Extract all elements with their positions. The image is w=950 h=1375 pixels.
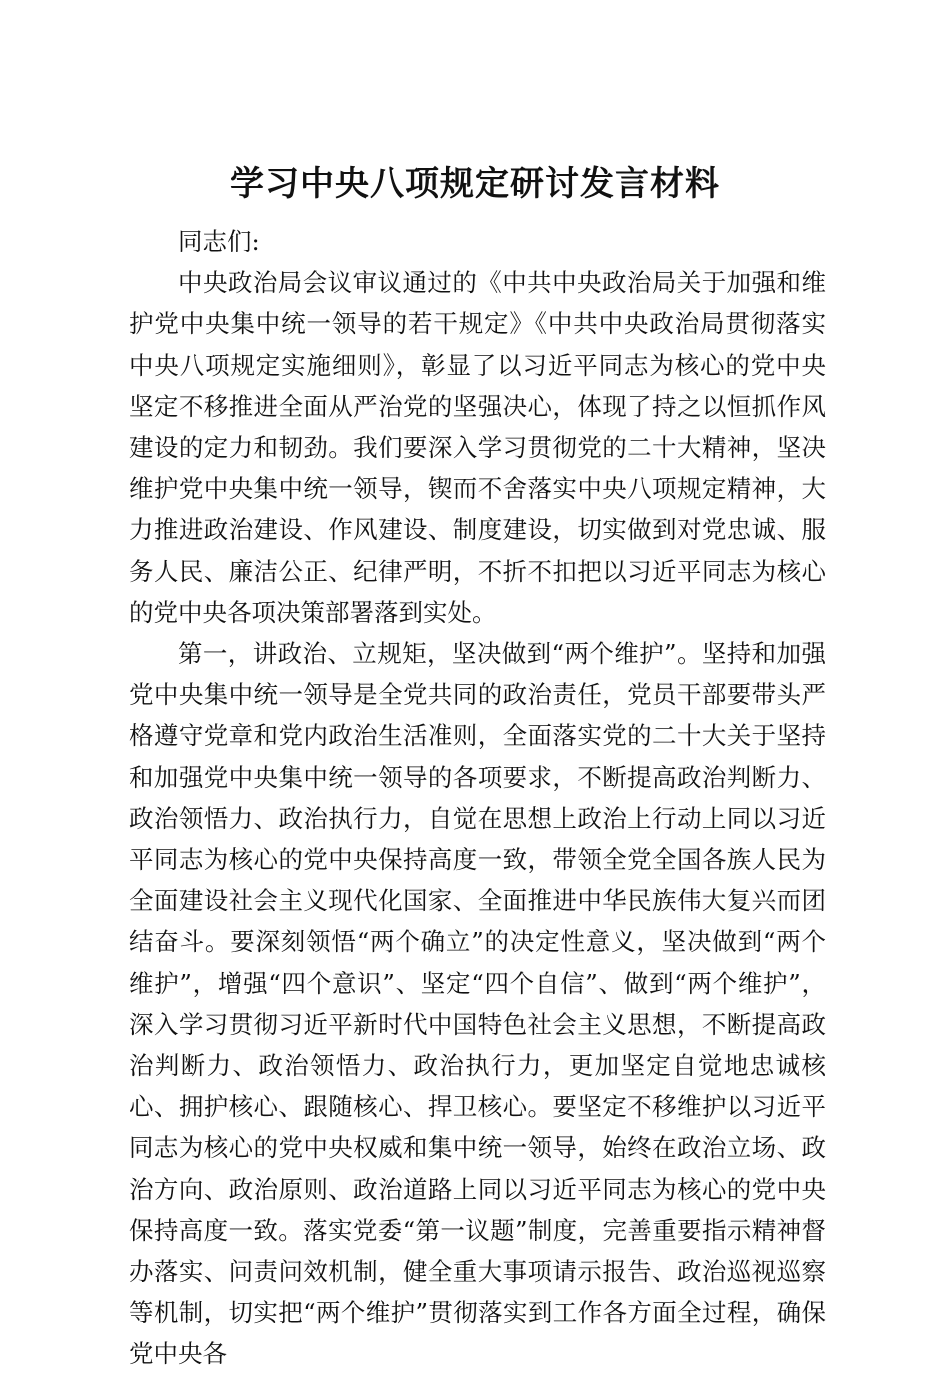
document-body <box>129 221 826 1375</box>
salutation: 同志们: <box>178 227 260 256</box>
paragraph: 中央政治局会议审议通过的《中共中央政治局关于加强和维护党中央集中统一领导的若干规定》《中共中央政治局贯彻落实中央八项规定实施细则》，彰显了以习近平同志为核心的党中央坚定不移推进全面从严治党的坚强决心，体现了持之以恒抓作风建设的定力和韧劲。我们要深入学习贯彻党的二十大精神，坚决维护党中央集中统一领导，锲而不舍落实中央八项规定精神，大力推进政治建设、作风建设、制度建设，切实做到对党忠诚、服务人民、廉洁公正、纪律严明，不折不扣把以习近平同志为核心的党中央各项决策部署落到实处。 <box>129 268 826 627</box>
document-title: 学习中央八项规定研讨发言材料 <box>230 164 720 204</box>
paragraph: 第一，讲政治、立规矩，坚决做到“两个维护”。坚持和加强党中央集中统一领导是全党共同的政治责任，党员干部要带头严格遵守党章和党内政治生活准则，全面落实党的二十大关于坚持和加强党中央集中统一领导的各项要求，不断提高政治判断力、政治领悟力、政治执行力，自觉在思想上政治上行动上同以习近平同志为核心的党中央保持高度一致，带领全党全国各族人民为全面建设社会主义现代化国家、全面推进中华民族伟大复兴而团结奋斗。要深刻领悟“两个确立”的决定性意义，坚决做到“两个维护”，增强“四个意识”、坚定“四个自信”、做到“两个维护”，深入学习贯彻习近平新时代中国特色社会主义思想，不断提高政治判断力、政治领悟力、政治执行力，更加坚定自觉地忠诚核心、拥护核心、跟随核心、捍卫核心。要坚定不移维护以习近平同志为核心的党中央权威和集中统一领导，始终在政治立场、政治方向、政治原则、政治道路上同以习近平同志为核心的党中央保持高度一致。落实党委“第一议题”制度，完善重要指示精神督办落实、问责问效机制，健全重大事项请示报告、政治巡视巡察等机制，切实把“两个维护”贯彻落实到工作各方面全过程，确保党中央各 <box>129 639 826 1369</box>
